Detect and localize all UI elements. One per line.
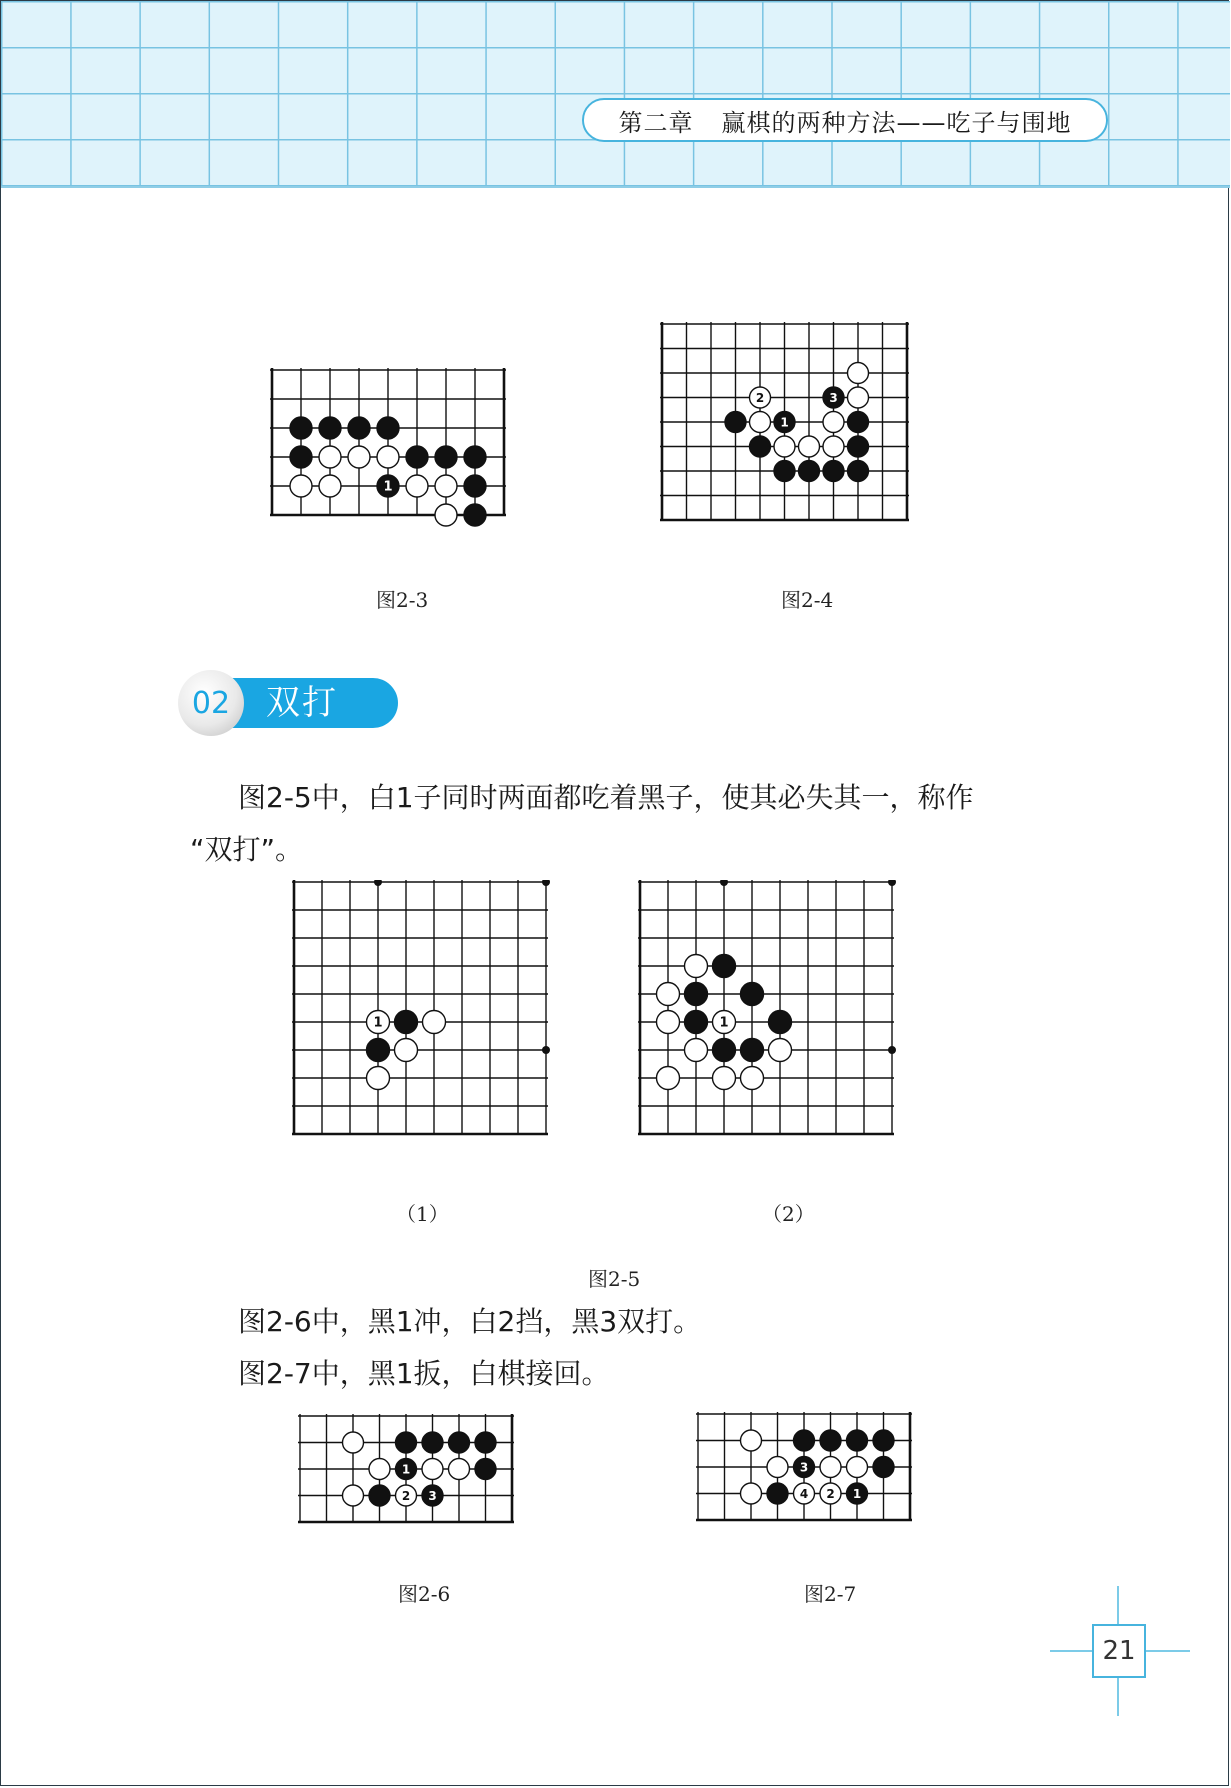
stone-move-number: 3 bbox=[799, 1460, 809, 1475]
stone-move-number: 3 bbox=[829, 391, 838, 405]
black-stone bbox=[799, 461, 820, 482]
white-stone bbox=[741, 1483, 762, 1504]
stone-move-number: 2 bbox=[755, 391, 765, 405]
black-stone bbox=[750, 436, 771, 457]
section-number: 02 bbox=[191, 685, 231, 721]
black-stone bbox=[774, 412, 795, 433]
white-stone bbox=[369, 1459, 390, 1480]
white-stone bbox=[657, 983, 680, 1006]
black-stone bbox=[464, 446, 486, 468]
white-stone bbox=[769, 1039, 792, 1062]
black-stone bbox=[377, 417, 399, 439]
white-stone bbox=[348, 446, 370, 468]
stone-move-number: 3 bbox=[428, 1489, 437, 1503]
black-stone bbox=[422, 1485, 443, 1506]
white-stone bbox=[713, 1067, 736, 1090]
black-stone bbox=[823, 387, 844, 408]
star-point bbox=[542, 1046, 550, 1054]
paragraph-2: 图2-6中，黑1冲，白2挡，黑3双打。 bbox=[238, 1305, 702, 1338]
white-stone bbox=[395, 1039, 418, 1062]
black-stone bbox=[396, 1432, 417, 1453]
stone-move-number: 1 bbox=[719, 1015, 729, 1031]
black-stone bbox=[713, 955, 736, 978]
white-stone bbox=[435, 504, 457, 526]
black-stone bbox=[820, 1430, 841, 1451]
star-point bbox=[542, 880, 550, 886]
caption-fig-2-5-sub-2: （2） bbox=[762, 1202, 815, 1226]
white-stone bbox=[713, 1011, 736, 1034]
black-stone bbox=[369, 1485, 390, 1506]
white-stone bbox=[685, 1039, 708, 1062]
star-point bbox=[374, 880, 382, 886]
caption-fig-2-6: 图2-6 bbox=[398, 1582, 451, 1606]
caption-fig-2-3: 图2-3 bbox=[376, 588, 429, 612]
black-stone bbox=[873, 1430, 894, 1451]
white-stone bbox=[799, 436, 820, 457]
black-stone bbox=[348, 417, 370, 439]
black-stone bbox=[406, 446, 428, 468]
white-stone bbox=[774, 436, 795, 457]
paragraph-1-line-2: “双打”。 bbox=[190, 833, 304, 866]
go-board-fig-2-5-2 bbox=[636, 880, 946, 1192]
stone-move-number: 2 bbox=[401, 1489, 411, 1503]
white-stone bbox=[823, 436, 844, 457]
black-stone bbox=[449, 1432, 470, 1453]
stone-move-number: 1 bbox=[401, 1462, 411, 1477]
black-stone bbox=[848, 412, 869, 433]
black-stone bbox=[741, 983, 764, 1006]
stone-move-number: 1 bbox=[383, 479, 393, 495]
white-stone bbox=[319, 446, 341, 468]
go-board-fig-2-6 bbox=[298, 1414, 572, 1564]
white-stone bbox=[823, 412, 844, 433]
white-stone bbox=[847, 1457, 868, 1478]
black-stone bbox=[475, 1432, 496, 1453]
black-stone bbox=[713, 1039, 736, 1062]
black-stone bbox=[464, 475, 486, 497]
caption-fig-2-5-sub-1: （1） bbox=[396, 1202, 449, 1226]
black-stone bbox=[769, 1011, 792, 1034]
section-title: 双打 bbox=[266, 683, 338, 723]
paragraph-1-line-1: 图2-5中，白1子同时两面都吃着黑子，使其必失其一，称作 bbox=[238, 781, 974, 814]
black-stone bbox=[847, 1483, 868, 1504]
black-stone bbox=[377, 475, 399, 497]
black-stone bbox=[725, 412, 746, 433]
chapter-title: 赢棋的两种方法——吃子与围地 bbox=[721, 108, 1072, 137]
black-stone bbox=[367, 1039, 390, 1062]
white-stone bbox=[422, 1459, 443, 1480]
white-stone bbox=[449, 1459, 470, 1480]
black-stone bbox=[847, 1430, 868, 1451]
white-stone bbox=[343, 1485, 364, 1506]
caption-fig-2-7: 图2-7 bbox=[804, 1582, 857, 1606]
black-stone bbox=[848, 461, 869, 482]
white-stone bbox=[848, 387, 869, 408]
white-stone bbox=[377, 446, 399, 468]
black-stone bbox=[435, 446, 457, 468]
star-point bbox=[888, 1046, 896, 1054]
black-stone bbox=[396, 1459, 417, 1480]
white-stone bbox=[741, 1430, 762, 1451]
white-stone bbox=[750, 387, 771, 408]
white-stone bbox=[290, 475, 312, 497]
black-stone bbox=[395, 1011, 418, 1034]
white-stone bbox=[367, 1067, 390, 1090]
stone-move-number: 4 bbox=[799, 1487, 809, 1501]
page-number-marker bbox=[1050, 1586, 1190, 1716]
white-stone bbox=[820, 1483, 841, 1504]
header-grid-band bbox=[1, 1, 1230, 188]
go-board-fig-2-5-1 bbox=[290, 880, 600, 1192]
white-stone bbox=[685, 955, 708, 978]
white-stone bbox=[343, 1432, 364, 1453]
page-number: 21 bbox=[1092, 1624, 1146, 1678]
section-badge bbox=[178, 670, 398, 740]
white-stone bbox=[367, 1011, 390, 1034]
black-stone bbox=[290, 446, 312, 468]
black-stone bbox=[794, 1430, 815, 1451]
black-stone bbox=[741, 1039, 764, 1062]
black-stone bbox=[319, 417, 341, 439]
white-stone bbox=[435, 475, 457, 497]
white-stone bbox=[319, 475, 341, 497]
black-stone bbox=[422, 1432, 443, 1453]
white-stone bbox=[820, 1457, 841, 1478]
white-stone bbox=[794, 1483, 815, 1504]
black-stone bbox=[464, 504, 486, 526]
caption-fig-2-4: 图2-4 bbox=[781, 588, 834, 612]
black-stone bbox=[685, 1011, 708, 1034]
black-stone bbox=[774, 461, 795, 482]
go-board-fig-2-3 bbox=[270, 368, 552, 558]
go-board-fig-2-7 bbox=[696, 1412, 968, 1564]
white-stone bbox=[396, 1485, 417, 1506]
caption-fig-2-5: 图2-5 bbox=[588, 1267, 641, 1291]
stone-move-number: 1 bbox=[373, 1015, 383, 1031]
white-stone bbox=[741, 1067, 764, 1090]
white-stone bbox=[750, 412, 771, 433]
white-stone bbox=[767, 1457, 788, 1478]
black-stone bbox=[685, 983, 708, 1006]
section-number-circle bbox=[178, 670, 244, 736]
paragraph-3: 图2-7中，黑1扳，白棋接回。 bbox=[238, 1357, 610, 1390]
black-stone bbox=[475, 1459, 496, 1480]
chapter-number: 第二章 bbox=[618, 108, 694, 137]
white-stone bbox=[848, 363, 869, 384]
star-point bbox=[720, 880, 728, 886]
stone-move-number: 1 bbox=[852, 1487, 862, 1501]
black-stone bbox=[823, 461, 844, 482]
go-board-fig-2-4 bbox=[660, 322, 956, 560]
white-stone bbox=[657, 1011, 680, 1034]
white-stone bbox=[657, 1067, 680, 1090]
black-stone bbox=[848, 436, 869, 457]
white-stone bbox=[423, 1011, 446, 1034]
star-point bbox=[888, 880, 896, 886]
black-stone bbox=[873, 1457, 894, 1478]
stone-move-number: 2 bbox=[826, 1487, 835, 1501]
black-stone bbox=[290, 417, 312, 439]
chapter-header bbox=[582, 98, 1108, 142]
stone-move-number: 1 bbox=[780, 415, 789, 430]
white-stone bbox=[406, 475, 428, 497]
black-stone bbox=[794, 1457, 815, 1478]
black-stone bbox=[767, 1483, 788, 1504]
